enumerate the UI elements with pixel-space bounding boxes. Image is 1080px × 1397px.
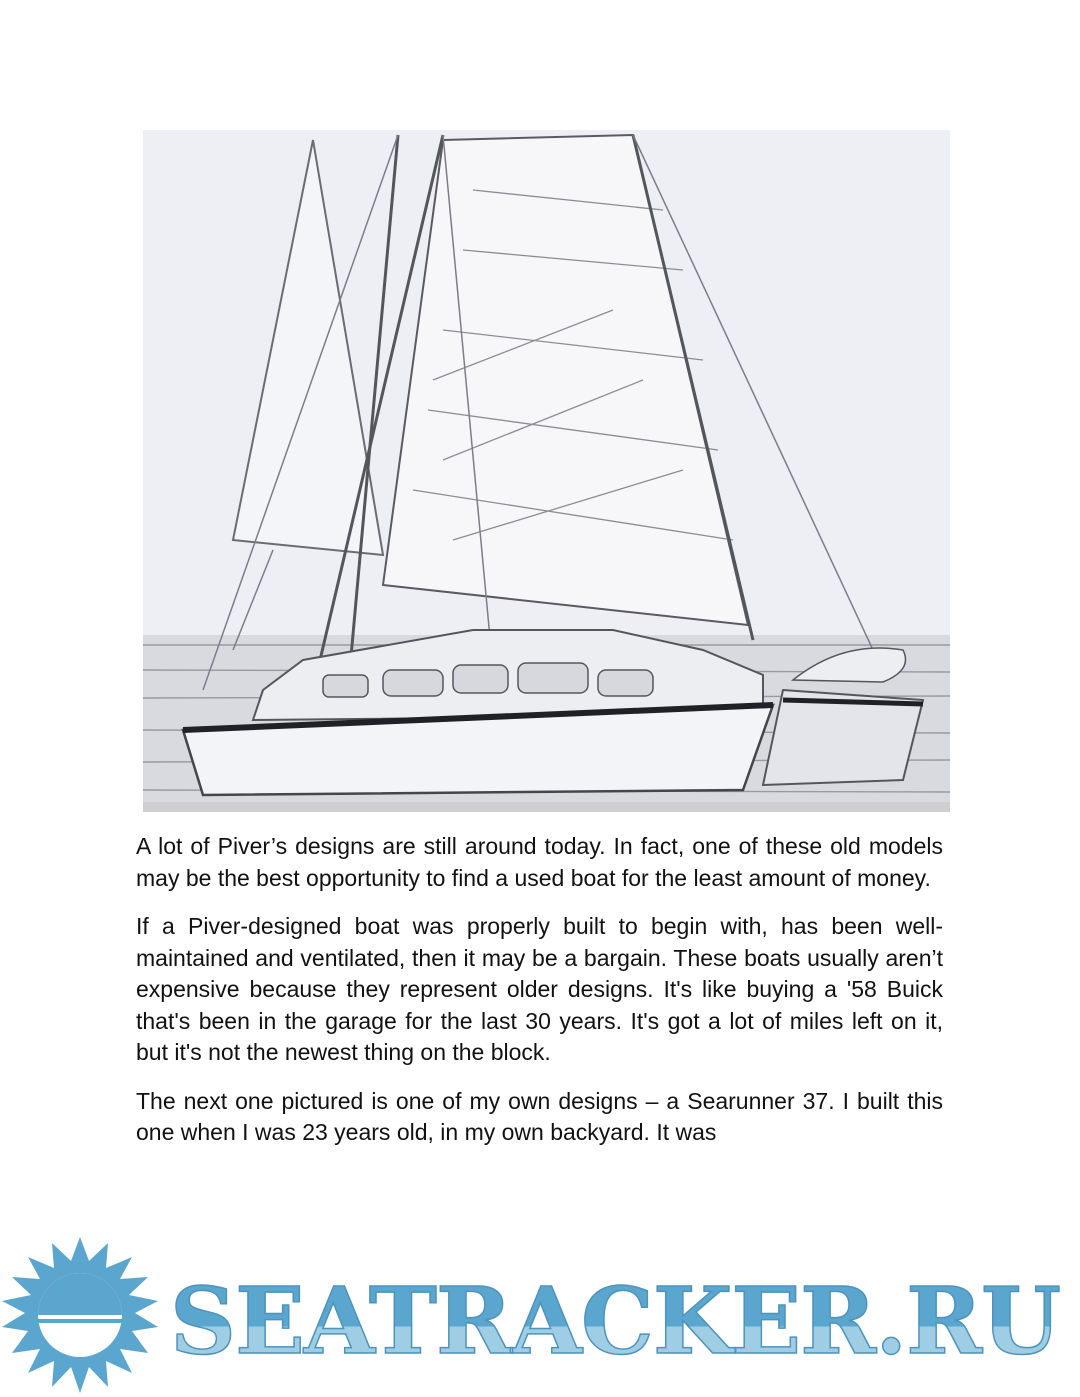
paragraph: The next one pictured is one of my own designs – a Searunner 37. I built this one when I was 23 years old, in my own backyard. It was: [136, 1087, 943, 1145]
paragraph: A lot of Piver’s designs are still around today. In fact, one of these old models may be the best opportunity to find a used boat for the least amount of money.: [136, 833, 943, 891]
article-text: [136, 831, 943, 1166]
watermark-text: SEATRACKER.RU: [170, 1267, 1060, 1375]
sun-icon: [2, 1237, 158, 1393]
watermark-logo: [0, 1235, 1080, 1397]
trimaran-sketch: [143, 130, 950, 812]
boat-illustration: [143, 130, 950, 812]
paragraph: If a Piver-designed boat was properly built to begin with, has been well-maintained and ventilated, then it may be a bargain. These boats usually aren’t expensive because they represent older designs. It's like buying a '58 Buick that's been in the garage for the last 30 years. It's got a lot of miles left on it, but it's not the newest thing on the block.: [136, 913, 943, 1065]
